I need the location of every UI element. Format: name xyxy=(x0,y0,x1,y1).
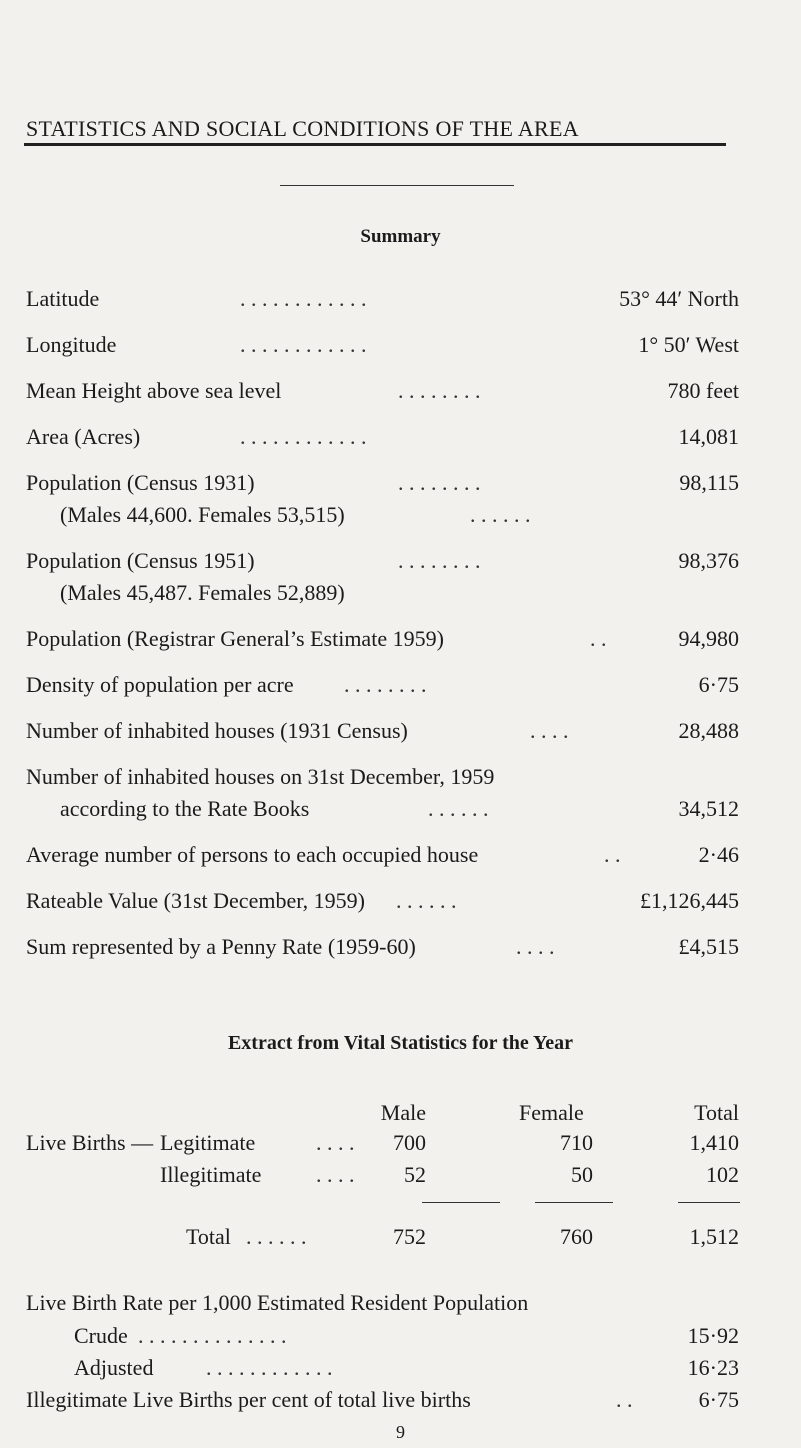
row-label: Population (Census 1951) xyxy=(26,548,255,573)
vital-heading: Extract from Vital Statistics for the Year xyxy=(227,1032,574,1054)
sum-rule-male xyxy=(422,1202,500,1203)
row-label: Population (Registrar General’s Estimate 1959) xyxy=(26,626,444,651)
row-value: 94,980 xyxy=(678,626,739,651)
row-value: 53° 44′ North xyxy=(619,286,739,311)
summary-heading: Summary xyxy=(360,226,441,247)
vital-row-label: Total xyxy=(186,1224,231,1249)
col-header-female: Female xyxy=(519,1100,584,1125)
row-label: Area (Acres) xyxy=(26,424,141,449)
row-sublabel: according to the Rate Books xyxy=(60,796,310,821)
rate-value: 16·23 xyxy=(687,1355,739,1380)
row-value: 98,376 xyxy=(678,548,739,573)
row-leader-dots: . . . . . . xyxy=(246,1224,307,1249)
row-value: 1° 50′ West xyxy=(638,332,739,357)
vital-row-label: Illegitimate xyxy=(160,1162,262,1187)
row-label: Longitude xyxy=(26,332,117,357)
row-leader-dots: . . . . xyxy=(530,718,569,743)
row-value: £4,515 xyxy=(678,934,739,959)
row-leader-dots: . . . . . . xyxy=(428,796,489,821)
row-label: Density of population per acre xyxy=(26,672,294,697)
cell-male: 700 xyxy=(393,1130,426,1155)
cell-male: 752 xyxy=(393,1224,426,1249)
cell-female: 760 xyxy=(560,1224,593,1249)
row-leader-dots: . . . . . . xyxy=(470,502,531,527)
rate-label: Adjusted xyxy=(74,1355,154,1380)
rate-value: 15·92 xyxy=(687,1323,739,1348)
row-leader-dots: . . . . . . . . xyxy=(398,378,481,403)
rate-value: 6·75 xyxy=(698,1387,739,1412)
row-leader-dots: . . . . xyxy=(316,1130,355,1155)
row-label: Number of inhabited houses on 31st December, 1959 xyxy=(26,764,495,789)
row-leader-dots: . . . . . . . . xyxy=(344,672,427,697)
row-value: 6·75 xyxy=(698,672,739,697)
row-value: 28,488 xyxy=(678,718,739,743)
row-leader-dots: . . . . . . . . . . . . xyxy=(240,332,367,357)
row-leader-dots: . . . . . . . . . . . . . . xyxy=(138,1323,287,1348)
rate-heading: Live Birth Rate per 1,000 Estimated Resident Population xyxy=(26,1290,529,1315)
title-underline xyxy=(24,143,726,146)
row-leader-dots: . . xyxy=(604,842,621,867)
col-header-male: Male xyxy=(380,1100,426,1125)
row-label: Average number of persons to each occupied house xyxy=(26,842,479,867)
row-label: Latitude xyxy=(26,286,100,311)
row-sublabel: (Males 45,487. Females 52,889) xyxy=(60,580,345,605)
cell-total: 102 xyxy=(706,1162,739,1187)
row-leader-dots: . . . . xyxy=(516,934,555,959)
cell-male: 52 xyxy=(404,1162,426,1187)
rate-label: Crude xyxy=(74,1323,128,1348)
row-value: 98,115 xyxy=(679,470,739,495)
row-leader-dots: . . . . . . . . . . . . xyxy=(240,424,367,449)
cell-total: 1,410 xyxy=(689,1130,739,1155)
page-title: STATISTICS AND SOCIAL CONDITIONS OF THE AREA xyxy=(26,116,579,141)
row-leader-dots: . . xyxy=(616,1387,633,1412)
group-label: Live Births — xyxy=(26,1130,154,1155)
row-leader-dots: . . . . . . . . . . . . xyxy=(206,1355,333,1380)
row-label: Number of inhabited houses (1931 Census) xyxy=(26,718,408,743)
row-leader-dots: . . . . . . . . xyxy=(398,470,481,495)
section-divider xyxy=(280,185,514,186)
sum-rule-total xyxy=(678,1202,740,1203)
cell-female: 50 xyxy=(571,1162,593,1187)
rate-label: Illegitimate Live Births per cent of total live births xyxy=(26,1387,471,1412)
row-leader-dots: . . . . . . . . xyxy=(398,548,481,573)
row-leader-dots: . . . . . . xyxy=(396,888,457,913)
row-value: £1,126,445 xyxy=(640,888,739,913)
row-sublabel: (Males 44,600. Females 53,515) xyxy=(60,502,345,527)
row-label: Mean Height above sea level xyxy=(26,378,282,403)
row-leader-dots: . . . . . . . . . . . . xyxy=(240,286,367,311)
row-label: Sum represented by a Penny Rate (1959-60) xyxy=(26,934,416,959)
row-value: 34,512 xyxy=(678,796,739,821)
row-label: Population (Census 1931) xyxy=(26,470,255,495)
cell-total: 1,512 xyxy=(689,1224,739,1249)
sum-rule-female xyxy=(535,1202,613,1203)
row-leader-dots: . . . . xyxy=(316,1162,355,1187)
row-value: 14,081 xyxy=(678,424,739,449)
row-leader-dots: . . xyxy=(590,626,607,651)
vital-row-label: Legitimate xyxy=(160,1130,256,1155)
row-value: 2·46 xyxy=(698,842,739,867)
row-value: 780 feet xyxy=(667,378,739,403)
page-number: 9 xyxy=(396,1422,405,1442)
cell-female: 710 xyxy=(560,1130,593,1155)
col-header-total: Total xyxy=(694,1100,739,1125)
row-label: Rateable Value (31st December, 1959) xyxy=(26,888,365,913)
